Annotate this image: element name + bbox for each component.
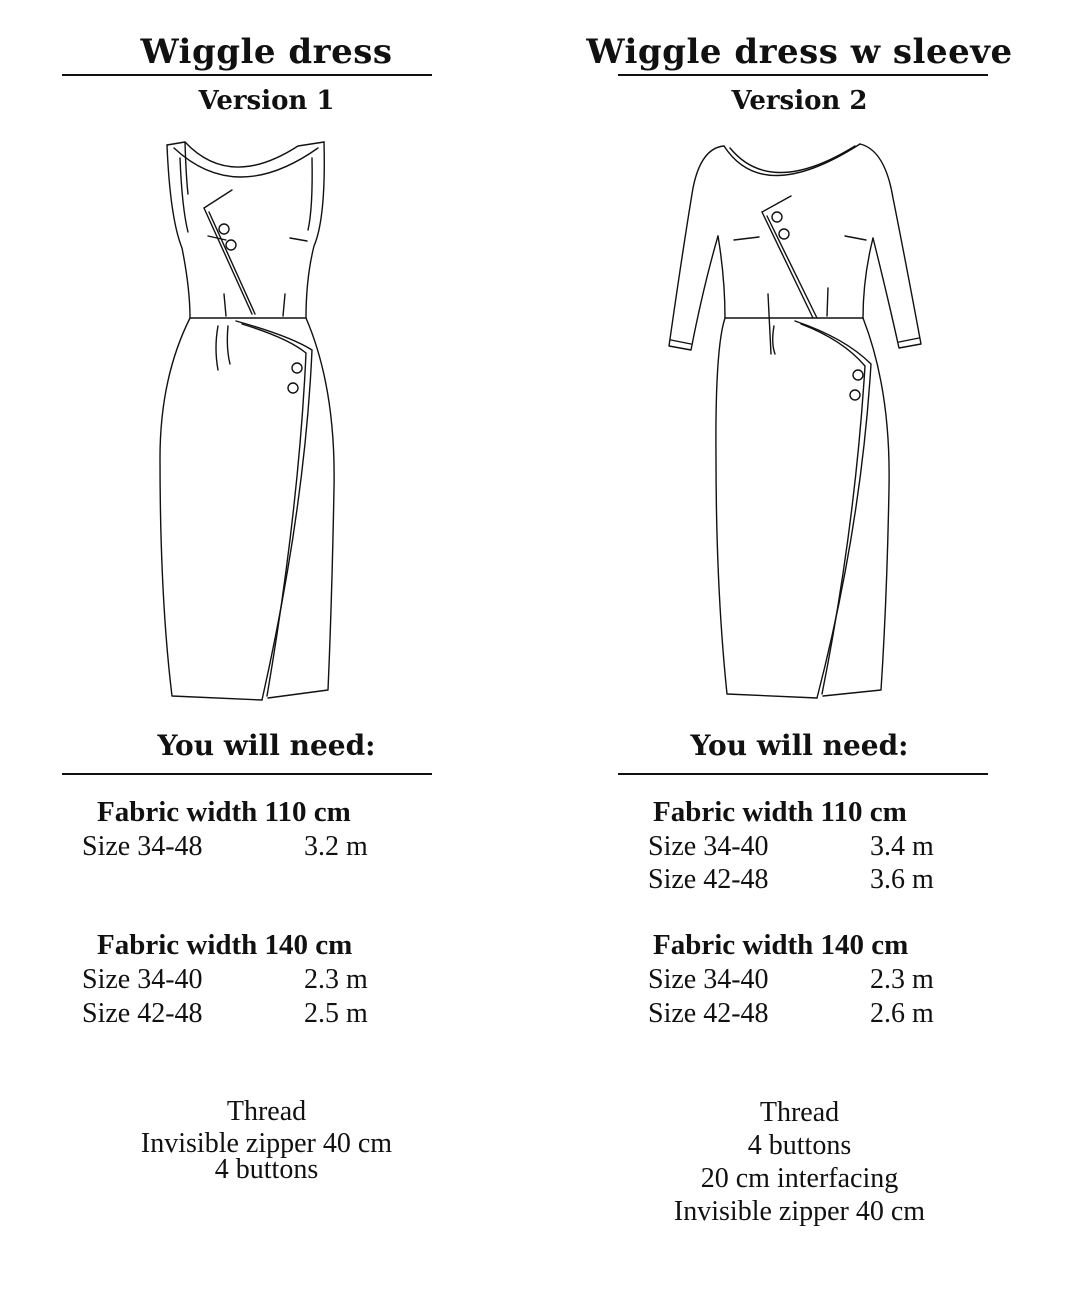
supply-item: 4 buttons (747, 1130, 852, 1161)
fabric-140-heading: Fabric width 140 cm (97, 929, 353, 961)
need-divider (62, 773, 432, 775)
supplies-list (533, 1096, 1066, 1228)
amount-value: 2.3 m (870, 964, 934, 995)
size-label: Size 42-48 (648, 998, 769, 1029)
size-label: Size 34-40 (82, 964, 203, 995)
title-divider (618, 74, 988, 76)
size-label: Size 42-48 (648, 864, 769, 895)
supply-item: Invisible zipper 40 cm (673, 1196, 926, 1227)
amount-value: 3.4 m (870, 831, 934, 862)
you-will-need-heading: You will need: (157, 729, 376, 762)
fabric-110-heading: Fabric width 110 cm (97, 796, 351, 828)
version-1-subtitle: Version 1 (198, 86, 335, 116)
amount-value: 3.6 m (870, 864, 934, 895)
amount-value: 2.5 m (304, 998, 368, 1029)
size-label: Size 34-48 (82, 831, 203, 862)
size-label: Size 34-40 (648, 964, 769, 995)
amount-value: 3.2 m (304, 831, 368, 862)
supply-item: Thread (759, 1097, 840, 1128)
fabric-140-heading: Fabric width 140 cm (653, 929, 909, 961)
version-2-subtitle: Version 2 (731, 86, 868, 116)
version-2-title: Wiggle dress w sleeve (586, 32, 1013, 72)
sleeveless-dress-illustration (0, 128, 533, 718)
version-1-title: Wiggle dress (140, 32, 393, 72)
size-label: Size 34-40 (648, 831, 769, 862)
supply-item: Invisible zipper 40 cm (140, 1128, 393, 1159)
you-will-need-heading: You will need: (690, 729, 909, 762)
sleeved-dress-illustration (533, 128, 1066, 718)
amount-value: 2.3 m (304, 964, 368, 995)
need-divider (618, 773, 988, 775)
amount-value: 2.6 m (870, 998, 934, 1029)
supply-item: 20 cm interfacing (700, 1163, 899, 1194)
supply-item: Thread (226, 1096, 307, 1127)
fabric-110-heading: Fabric width 110 cm (653, 796, 907, 828)
size-label: Size 42-48 (82, 998, 203, 1029)
supplies-list (0, 1096, 533, 1186)
supply-item: 4 buttons (214, 1154, 319, 1185)
version-2-column (533, 0, 1066, 1306)
title-divider (62, 74, 432, 76)
